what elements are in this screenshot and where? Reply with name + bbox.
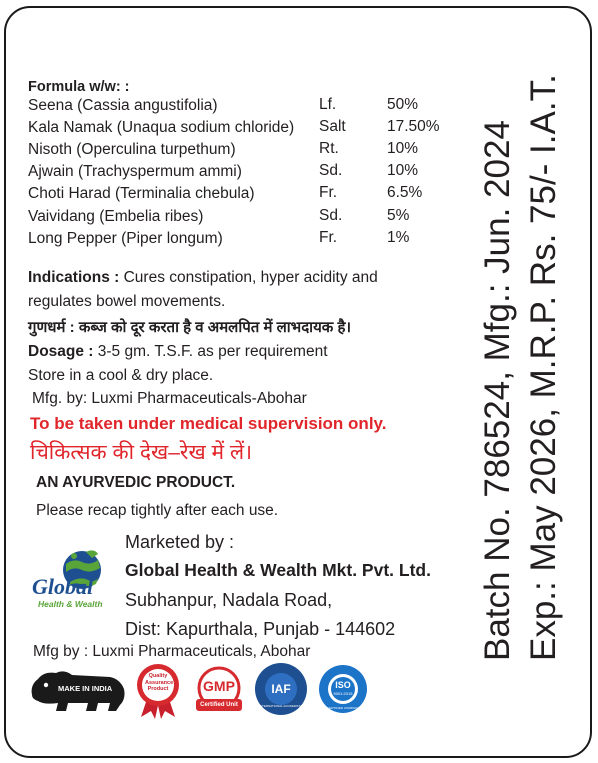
warning-english: To be taken under medical supervision only. — [30, 414, 387, 433]
manufacturer-bottom: Mfg by : Luxmi Pharmaceuticals, Abohar — [33, 643, 311, 660]
iaf-ring-text: INTERNATIONAL ACCREDITATION FORUM — [259, 704, 320, 708]
ingredient-percent: 10% — [387, 140, 419, 157]
marketer-company: Global Health & Wealth Mkt. Pvt. Ltd. — [125, 560, 431, 580]
ingredient-percent: 5% — [387, 207, 410, 224]
global-logo — [30, 548, 122, 612]
ingredient-part: Fr. — [319, 184, 338, 201]
ingredient-part: Fr. — [319, 229, 338, 246]
ingredient-name: Choti Harad (Terminalia chebula) — [28, 185, 255, 202]
ingredient-name: Vaividang (Embelia ribes) — [28, 208, 204, 225]
gmp-sub-text: Certified Unit — [200, 702, 238, 708]
gmp-seal — [192, 666, 246, 716]
manufacturer-line: Mfg. by: Luxmi Pharmaceuticals-Abohar — [32, 390, 307, 407]
iso-ring-text: CERTIFIED COMPANY — [327, 706, 359, 710]
quality-line3: Product — [147, 686, 169, 692]
iso-text: ISO — [335, 680, 351, 690]
iaf-seal — [254, 662, 320, 716]
make-in-india-seal — [28, 665, 128, 715]
ingredient-name: Seena (Cassia angustifolia) — [28, 97, 218, 114]
iaf-text: IAF — [271, 682, 291, 696]
logo-tagline: Health & Wealth — [38, 599, 103, 609]
dosage-text: 3-5 gm. T.S.F. as per requirement — [93, 343, 328, 360]
product-type: AN AYURVEDIC PRODUCT. — [36, 474, 236, 491]
recap-instruction: Please recap tightly after each use. — [36, 502, 279, 519]
ingredient-percent: 1% — [387, 229, 410, 246]
ingredient-part: Salt — [319, 118, 346, 135]
dosage — [28, 342, 328, 362]
ingredient-percent: 10% — [387, 162, 419, 179]
ingredient-part: Sd. — [319, 162, 343, 179]
ingredient-name: Nisoth (Operculina turpethum) — [28, 141, 236, 158]
ingredient-part: Lf. — [319, 96, 337, 113]
indications — [28, 268, 378, 288]
ingredient-name: Kala Namak (Unaqua sodium chloride) — [28, 119, 295, 136]
make-in-india-text: MAKE IN INDIA — [58, 684, 113, 693]
ingredient-part: Sd. — [319, 207, 343, 224]
expiry-mrp-line: Exp.: May 2026, M.R.P. Rs. 75/- I.A.T. — [524, 74, 563, 661]
formula-title: Formula w/w: : — [28, 79, 130, 95]
logo-wordmark: Global — [32, 574, 94, 599]
ingredient-percent: 6.5% — [387, 184, 423, 201]
dosage-label: Dosage : — [28, 343, 94, 360]
iso-sub-text: 9001:2015 — [333, 691, 353, 696]
indications-label: Indications : — [28, 269, 120, 286]
batch-mfg-line: Batch No. 786524, Mfg.: Jun. 2024 — [478, 120, 517, 661]
ingredient-percent: 50% — [387, 96, 419, 113]
storage-instruction: Store in a cool & dry place. — [28, 367, 214, 384]
indications-line2: regulates bowel movements. — [28, 293, 226, 310]
ingredient-name: Long Pepper (Piper longum) — [28, 230, 223, 247]
quality-line2: Assurance — [145, 679, 174, 686]
warning-hindi: चिकित्सक की देख–रेख में लें। — [30, 441, 253, 464]
quality-assurance-seal — [133, 663, 183, 719]
indications-text: Cures constipation, hyper acidity and — [119, 269, 378, 286]
ingredient-name: Ajwain (Trachyspermum ammi) — [28, 163, 242, 180]
iso-seal — [318, 664, 368, 714]
quality-text — [145, 673, 174, 693]
gmp-text: GMP — [203, 678, 235, 694]
ingredient-part: Rt. — [319, 140, 339, 157]
hindi-indication: गुणधर्म : कब्ज को दूर करता है व अमलपित में लाभदायक है। — [28, 319, 352, 336]
marketer-address-line1: Subhanpur, Nadala Road, — [125, 590, 333, 610]
ingredient-percent: 17.50% — [387, 118, 440, 135]
marketed-by-label: Marketed by : — [125, 532, 235, 552]
marketer-address-line2: Dist: Kapurthala, Punjab - 144602 — [125, 619, 396, 639]
quality-line1: Quality — [148, 673, 168, 679]
